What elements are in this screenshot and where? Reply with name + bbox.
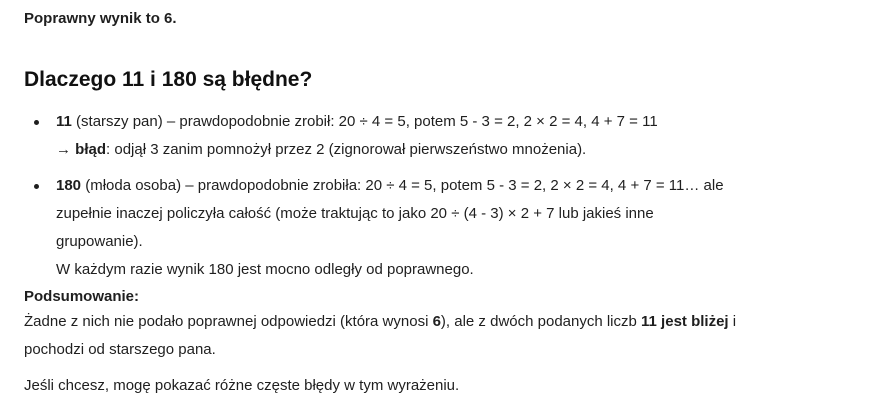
- summary-text: [24, 308, 864, 364]
- reasons-list: [24, 108, 864, 284]
- correct-answer: 6: [432, 313, 441, 330]
- bullet-icon: [34, 120, 39, 125]
- section-heading: Dlaczego 11 i 180 są błędne?: [24, 68, 313, 91]
- answer-line: Poprawny wynik to 6.: [24, 10, 177, 27]
- reason-text: : odjął 3 zanim pomnożył przez 2 (zignorował pierwszeństwo mnożenia).: [106, 141, 587, 158]
- reason-line: grupowanie).: [56, 233, 143, 250]
- summary-text-part: i: [728, 313, 737, 330]
- chat-message: [24, 8, 864, 400]
- summary-title: Podsumowanie:: [24, 288, 140, 305]
- summary-text-part: pochodzi od starszego pana.: [24, 341, 216, 358]
- reason-text: (starszy pan) – prawdopodobnie zrobił: 20 ÷ 4 = 5, potem 5 - 3 = 2, 2 × 2 = 4, 4 + 7 = 11: [71, 113, 658, 130]
- reason-line: W każdym razie wynik 180 jest mocno odległy od poprawnego.: [56, 261, 474, 278]
- reason-line: [56, 136, 864, 164]
- summary-text-part: ), ale z dwóch podanych liczb: [440, 313, 642, 330]
- error-label: błąd: [75, 141, 107, 158]
- bullet-icon: [34, 184, 39, 189]
- list-item: [24, 172, 864, 284]
- list-item: [24, 108, 864, 164]
- reason-value: 11: [56, 113, 72, 130]
- summary-text-part: Żadne z nich nie podało poprawnej odpowiedzi (która wynosi: [24, 313, 433, 330]
- closing-text: Jeśli chcesz, mogę pokazać różne częste błędy w tym wyrażeniu.: [24, 377, 460, 394]
- reason-text: (młoda osoba) – prawdopodobnie zrobiła: 20 ÷ 4 = 5, potem 5 - 3 = 2, 2 × 2 = 4, 4 + 7 = 11… ale: [81, 177, 724, 194]
- closer-answer: 11 jest bliżej: [641, 313, 729, 330]
- reason-line: [56, 172, 864, 200]
- reason-line: [56, 108, 864, 136]
- reason-line: zupełnie inaczej policzyła całość (może traktując to jako 20 ÷ (4 - 3) × 2 + 7 lub jakieś inne: [56, 205, 654, 222]
- arrow-text: →: [56, 141, 76, 158]
- reason-value: 180: [56, 177, 82, 194]
